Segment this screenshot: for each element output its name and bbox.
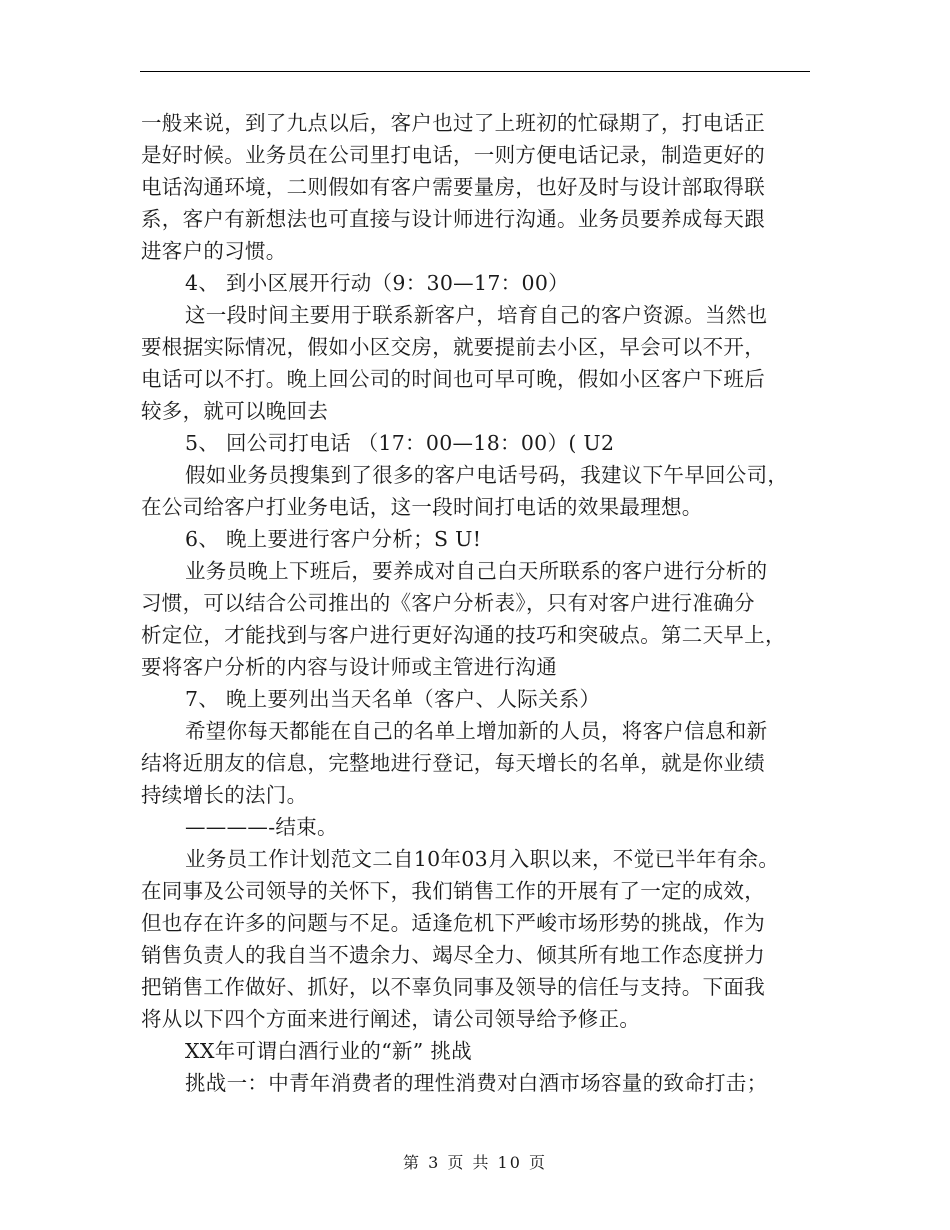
text-line: 结将近朋友的信息，完整地进行登记，每天增长的名单，就是你业绩 — [141, 751, 765, 775]
text-line: 但也存在许多的问题与不足。适逢危机下严峻市场形势的挑战，作为 — [141, 911, 765, 935]
text-line: 较多，就可以晚回去 — [141, 399, 329, 423]
text-line: 4、 到小区展开行动（9：30—17：00） — [185, 271, 569, 295]
text-line: 6、 晚上要进行客户分析；S U! — [185, 527, 482, 551]
text-line: 5、 回公司打电话 （17：00—18：00）( U2 — [185, 431, 615, 455]
text-line: 要根据实际情况，假如小区交房，就要提前去小区，早会可以不开， — [141, 335, 765, 359]
text-line: 电话沟通环境，二则假如有客户需要量房，也好及时与设计部取得联 — [141, 175, 765, 199]
text-line: 要将客户分析的内容与设计师或主管进行沟通 — [141, 655, 557, 679]
text-line: 在公司给客户打业务电话，这一段时间打电话的效果最理想。 — [141, 495, 703, 519]
text-line: 希望你每天都能在自己的名单上增加新的人员，将客户信息和新 — [185, 719, 768, 743]
page-footer: 第 3 页 共 10 页 — [403, 1153, 547, 1172]
text-line: 将从以下四个方面来进行阐述，请公司领导给予修正。 — [141, 1007, 641, 1031]
text-line: 销售负责人的我自当不遗余力、竭尽全力、倾其所有地工作态度拼力 — [141, 943, 765, 967]
text-line: ————-结束。 — [185, 815, 338, 839]
text-line: 一般来说，到了九点以后，客户也过了上班初的忙碌期了，打电话正 — [141, 111, 765, 135]
text-line: 把销售工作做好、抓好，以不辜负同事及领导的信任与支持。下面我 — [141, 975, 765, 999]
text-line: 业务员晚上下班后，要养成对自己白天所联系的客户进行分析的 — [185, 559, 768, 583]
text-line: 这一段时间主要用于联系新客户，培育自己的客户资源。当然也 — [185, 303, 768, 327]
text-line: 业务员工作计划范文二自10年03月入职以来，不觉已半年有余。 — [185, 847, 780, 871]
text-line: 析定位，才能找到与客户进行更好沟通的技巧和突破点。第二天早上， — [141, 623, 786, 647]
text-line: 7、 晚上要列出当天名单（客户、人际关系） — [185, 687, 601, 711]
text-line: 挑战一：中青年消费者的理性消费对白酒市场容量的致命打击； — [185, 1071, 768, 1095]
text-line: 假如业务员搜集到了很多的客户电话号码，我建议下午早回公司， — [185, 463, 789, 487]
text-line: 是好时候。业务员在公司里打电话，一则方便电话记录，制造更好的 — [141, 143, 765, 167]
text-line: 在同事及公司领导的关怀下，我们销售工作的开展有了一定的成效， — [141, 879, 765, 903]
header-rule — [140, 71, 810, 72]
text-line: XX年可谓白酒行业的“新” 挑战 — [185, 1039, 472, 1063]
text-line: 持续增长的法门。 — [141, 783, 308, 807]
text-line: 进客户的习惯。 — [141, 239, 287, 263]
text-line: 习惯，可以结合公司推出的《客户分析表》，只有对客户进行准确分 — [141, 591, 755, 615]
document-body — [141, 107, 813, 1099]
text-line: 电话可以不打。晚上回公司的时间也可早可晚，假如小区客户下班后 — [141, 367, 765, 391]
text-line: 系，客户有新想法也可直接与设计师进行沟通。业务员要养成每天跟 — [141, 207, 765, 231]
